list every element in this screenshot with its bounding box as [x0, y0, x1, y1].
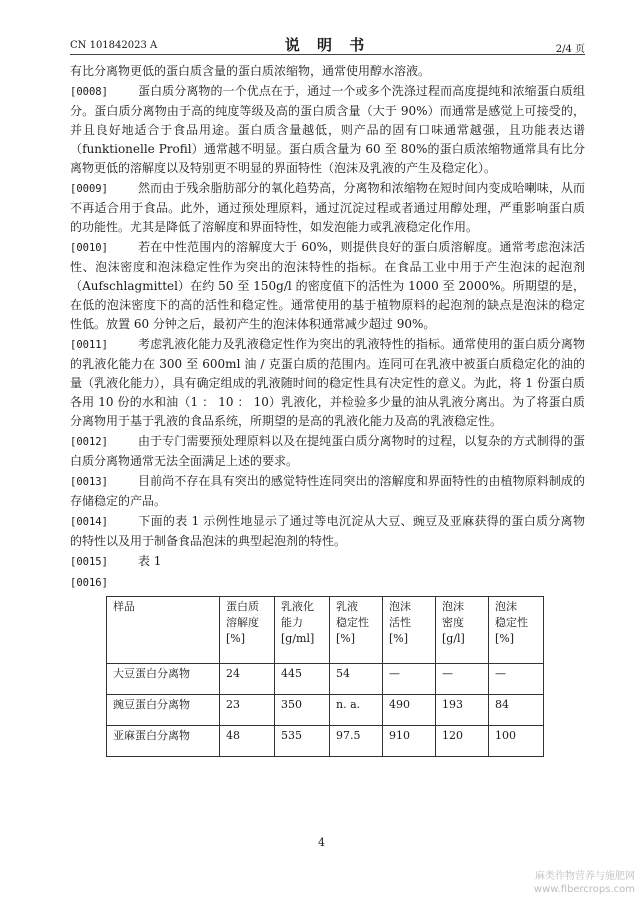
paragraph-number: [0008] [70, 86, 108, 98]
paragraph [70, 82, 585, 178]
watermark-site-name: 麻类作物营养与施肥网 [535, 871, 635, 882]
paragraph-text: 若在中性范围内的溶解度大于 60%，则提供良好的蛋白质溶解度。通常考虑泡沫活性、泡沫密度和泡沫稳定性作为突出的泡沫特性的指标。在食品工业中用于产生泡沫的起泡剂（Aufschlagmittel）在约 50 至 150g/l 的密度值下的活性为 1000 至 2000%。所期望的是，在低的泡沫密度下的高的活性和稳定性。通常使用的基于植物原料的起泡剂的缺点是泡沫的稳定性低。放置 60 分钟之后，最初产生的泡沫体积通常减少超过 90%。 [70, 240, 585, 331]
properties-table [106, 596, 544, 757]
column-header-protein-solubility: 蛋白质 溶解度 [%] [220, 597, 275, 664]
paragraph-number: [0013] [70, 476, 108, 488]
table-cell: 193 [436, 695, 489, 726]
table-row [107, 664, 544, 695]
paragraph-number: [0011] [70, 339, 108, 351]
paragraph-text: 有比分离物更低的蛋白质含量的蛋白质浓缩物，通常使用醇水溶液。 [70, 64, 431, 78]
table-cell: — [436, 664, 489, 695]
paragraph-text: 下面的表 1 示例性地显示了通过等电沉淀从大豆、豌豆及亚麻获得的蛋白质分离物的特性以及用于制备食品泡沫的典型起泡剂的特性。 [70, 514, 585, 548]
page-header [70, 30, 585, 55]
column-header-emulsion-stability: 乳液 稳定性 [%] [330, 597, 383, 664]
page-indicator: 2/4 页 [555, 44, 585, 55]
paragraph [70, 335, 585, 431]
document-body [70, 62, 585, 757]
table-cell: 490 [383, 695, 436, 726]
watermark-url: www.fibercrops.com [533, 884, 635, 895]
paragraph-text: 目前尚不存在具有突出的感觉特性连同突出的溶解度和界面特性的由植物原料制成的存储稳定的产品。 [70, 474, 585, 508]
paragraph [70, 238, 585, 334]
paragraph [70, 573, 585, 593]
column-header-foam-activity: 泡沫 活性 [%] [383, 597, 436, 664]
paragraph-number: [0012] [70, 436, 108, 448]
table-cell: 大豆蛋白分离物 [107, 664, 220, 695]
column-header-emulsifying-capacity: 乳液化 能力 [g/ml] [275, 597, 330, 664]
watermark [534, 870, 635, 896]
table-cell: 84 [489, 695, 544, 726]
paragraph [70, 432, 585, 471]
paragraph [70, 512, 585, 551]
paragraph-number: [0014] [70, 516, 108, 528]
column-header-foam-stability: 泡沫 稳定性 [%] [489, 597, 544, 664]
paragraph-text: 由于专门需要预处理原料以及在提纯蛋白质分离物时的过程，以复杂的方式制得的蛋白质分离物通常无法全面满足上述的要求。 [70, 434, 585, 468]
table-cell: 24 [220, 664, 275, 695]
table-cell: 亚麻蛋白分离物 [107, 726, 220, 757]
paragraph-text: 蛋白质分离物的一个优点在于，通过一个或多个洗涤过程而高度提纯和浓缩蛋白质组分。蛋白质分离物由于高的纯度等级及高的蛋白质含量（大于 90%）而通常是感觉上可接受的，并且良好地适合于食品用途。蛋白质含量越低，则产品的固有口味通常越强，且功能表达谱（funktionelle Profil）通常越不明显。蛋白质含量为 60 至 80%的蛋白质浓缩物通常具有比分离物更低的溶解度以及特别更不明显的界面特性（泡沫及乳液的产生及稳定化）。 [70, 84, 585, 175]
table-cell: 97.5 [330, 726, 383, 757]
page-number: 4 [318, 836, 325, 849]
table-cell: 48 [220, 726, 275, 757]
patent-number: CN 101842023 A [70, 40, 158, 51]
table-cell: — [383, 664, 436, 695]
table-cell: 120 [436, 726, 489, 757]
table-cell: 535 [275, 726, 330, 757]
table-cell: 54 [330, 664, 383, 695]
table-caption: 表 1 [137, 554, 162, 568]
paragraph-number: [0016] [70, 577, 108, 589]
paragraph [70, 179, 585, 237]
table-cell: 100 [489, 726, 544, 757]
table-cell: 910 [383, 726, 436, 757]
column-header-foam-density: 泡沫 密度 [g/l] [436, 597, 489, 664]
document-title: 说 明 书 [284, 36, 371, 54]
table-cell: 23 [220, 695, 275, 726]
table-cell: — [489, 664, 544, 695]
table-cell: 445 [275, 664, 330, 695]
paragraph-number: [0009] [70, 183, 108, 195]
paragraph-text: 然而由于残余脂肪部分的氧化趋势高，分离物和浓缩物在短时间内变成哈喇味，从而不再适合用于食品。此外，通过预处理原料，通过沉淀过程或者通过用醇处理，严重影响蛋白质的功能性。尤其是降低了溶解度和界面特性，如发泡能力或乳液稳定化作用。 [70, 181, 585, 234]
table-cell: 350 [275, 695, 330, 726]
paragraph [70, 472, 585, 511]
paragraph-text: 考虑乳液化能力及乳液稳定性作为突出的乳液特性的指标。通常使用的蛋白质分离物的乳液化能力在 300 至 600ml 油 / 克蛋白质的范围内。连同可在乳液中被蛋白质稳定化的油的量（乳液化能力），具有确定组成的乳液随时间的稳定性具有决定性的意义。为此，将 1 份蛋白质各用 10 份的水和油（1 ： 10 ： 10）乳液化，并检验多少量的油从乳液分离出。为了将蛋白质分离物用于基于乳液的食品系统，所期望的是高的乳液化能力及高的乳液稳定性。 [70, 337, 585, 428]
table-cell: n. a. [330, 695, 383, 726]
paragraph-number: [0010] [70, 242, 108, 254]
paragraph [70, 552, 585, 572]
paragraph-number: [0015] [70, 556, 108, 568]
paragraph [70, 62, 585, 81]
table-cell: 豌豆蛋白分离物 [107, 695, 220, 726]
table-row [107, 726, 544, 757]
table-row [107, 695, 544, 726]
table-header-row [107, 597, 544, 664]
column-header-sample: 样品 [107, 597, 220, 664]
